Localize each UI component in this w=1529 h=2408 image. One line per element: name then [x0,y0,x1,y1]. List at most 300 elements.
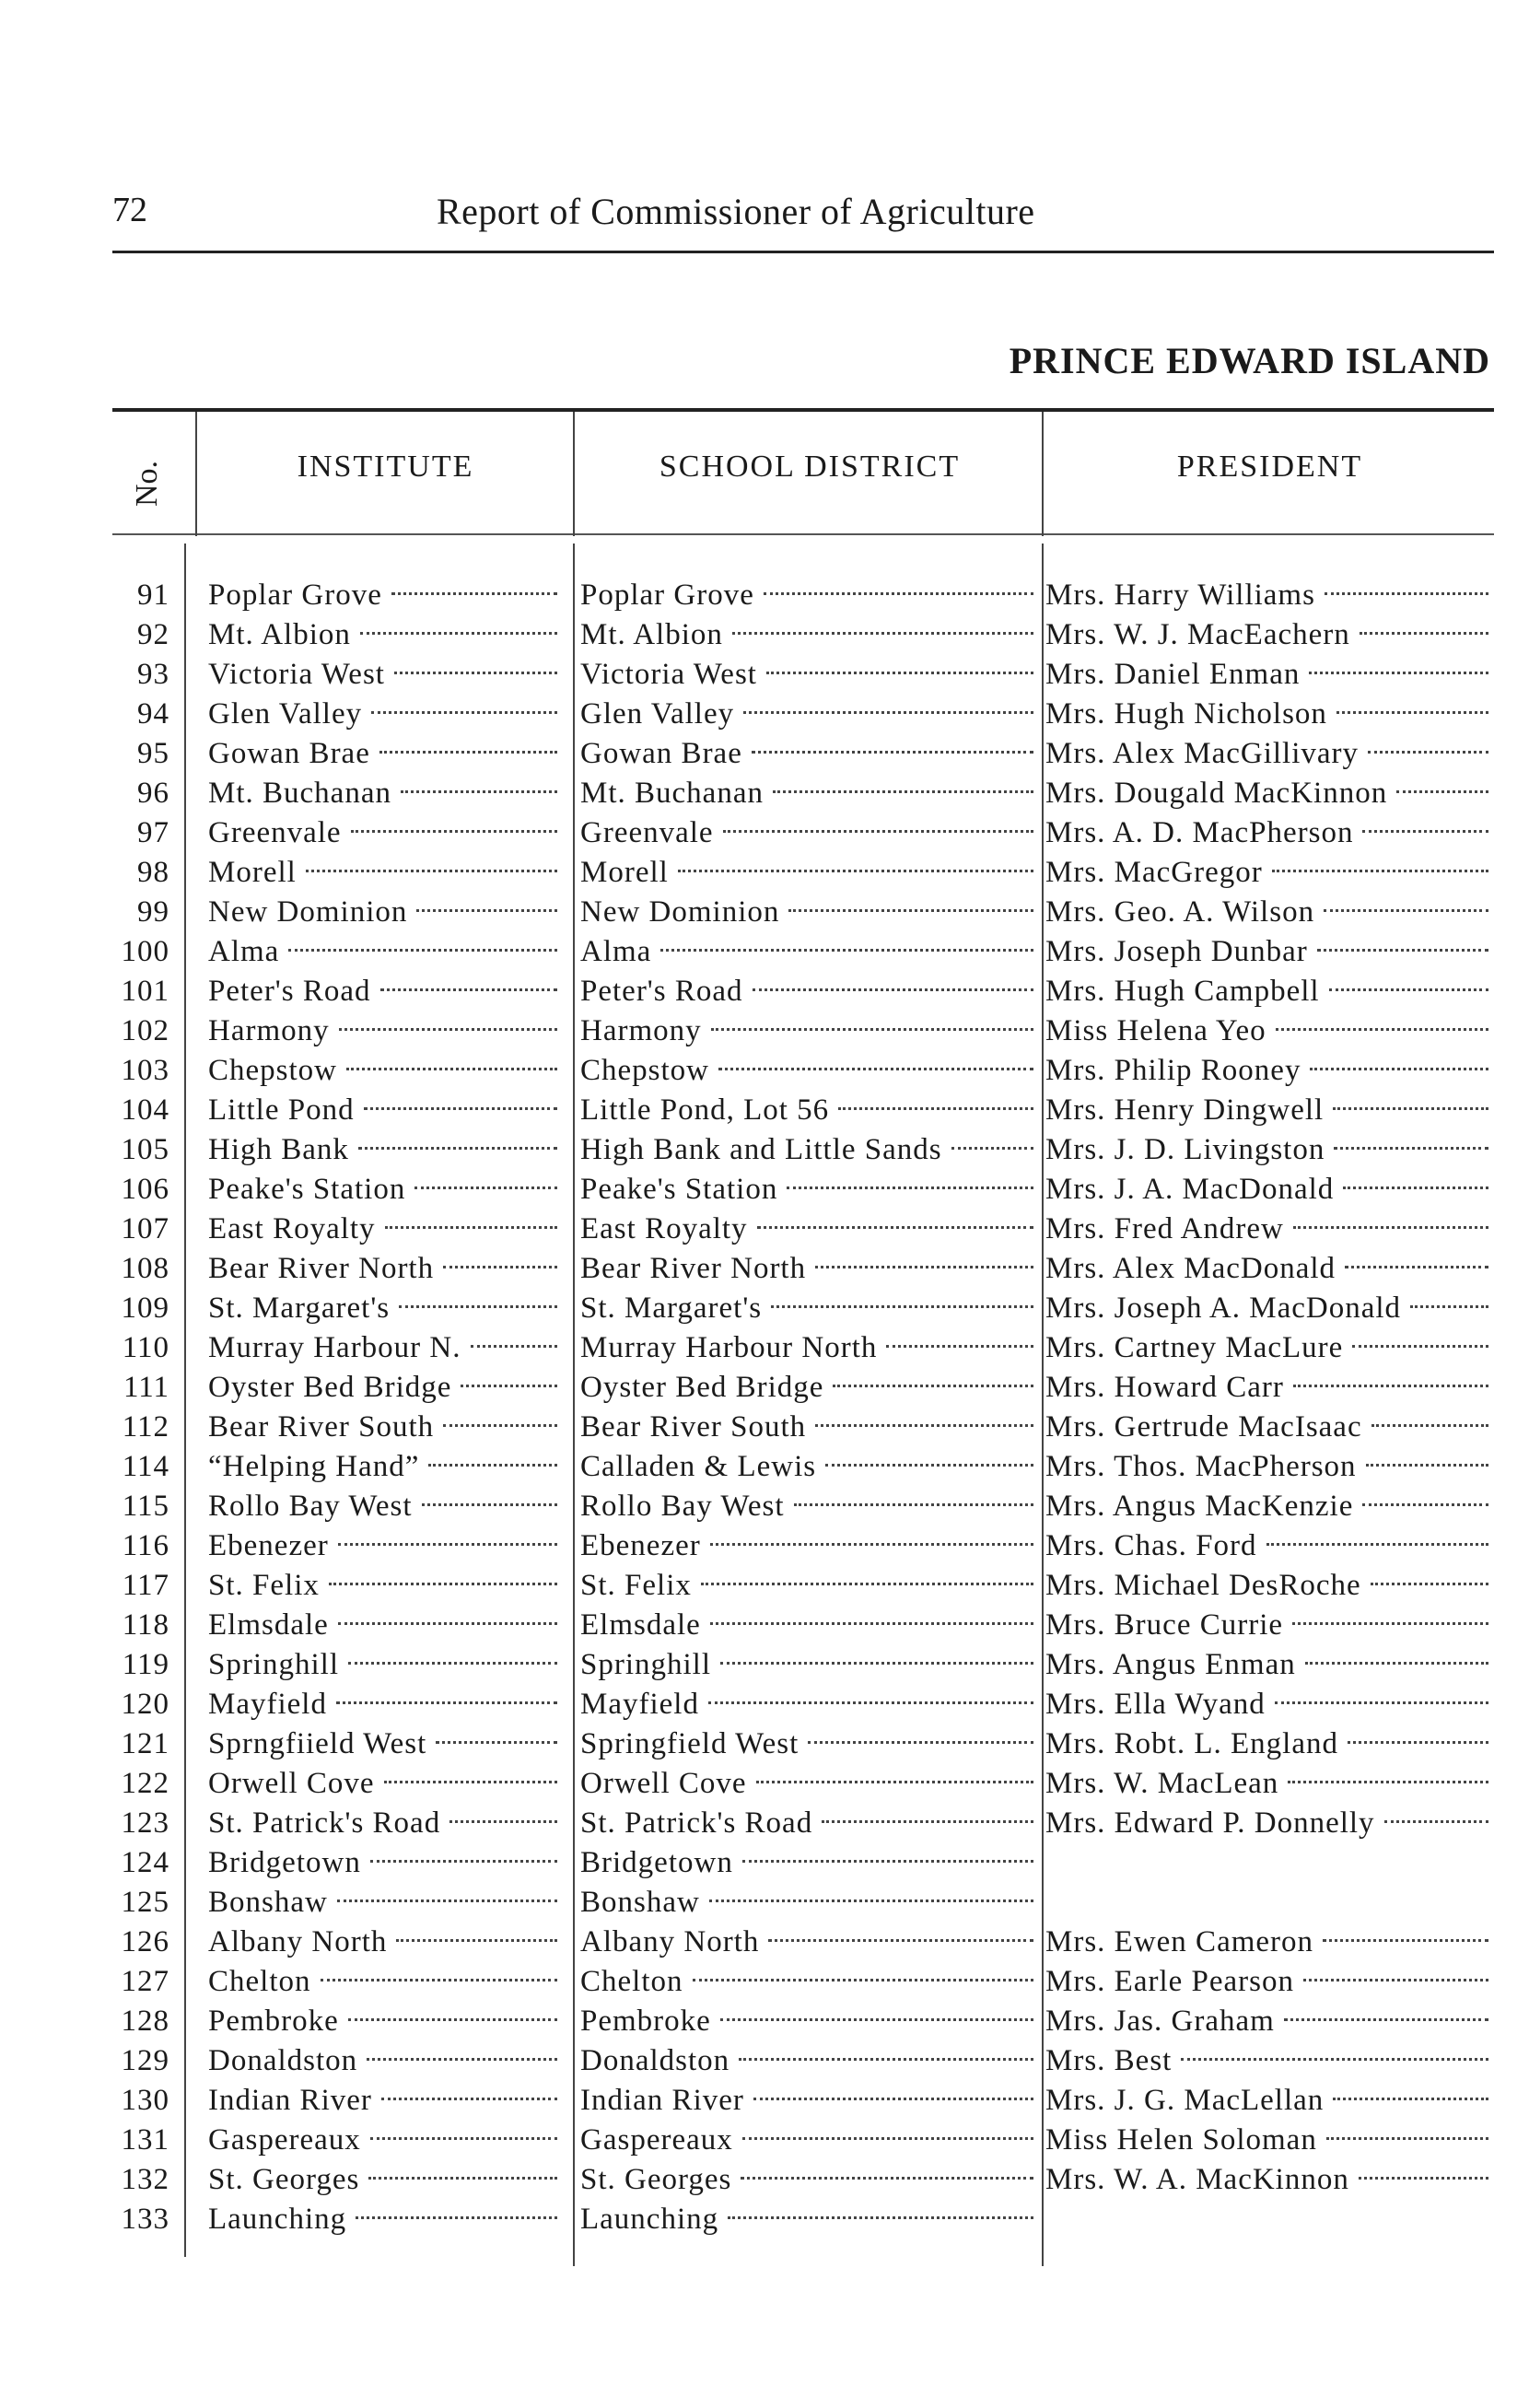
column-header-institute: INSTITUTE [297,450,474,484]
institute-name [208,1804,563,1843]
row-number: 101 [121,975,169,1008]
row-number: 100 [121,935,169,968]
school-district-name [580,655,1039,695]
dot-leader [710,1615,1033,1625]
institute-name-text: Chelton [208,1965,311,1998]
president-name-text: Mrs. Hugh Nicholson [1045,697,1327,731]
dot-leader [391,585,557,595]
institute-name-text: Mayfield [208,1688,327,1721]
dot-leader [1371,1575,1488,1585]
dot-leader [743,704,1033,714]
dot-leader [808,1734,1033,1744]
dot-leader [720,2011,1033,2021]
row-number: 131 [121,2123,169,2157]
institute-name [208,2002,563,2041]
president-name-text: Miss Helena Yeo [1045,1014,1266,1047]
school-district-name-text: Poplar Grove [580,579,754,612]
table-row [0,853,1529,893]
dot-leader [1326,2130,1488,2140]
dot-leader [356,2209,557,2219]
school-district-name [580,853,1039,893]
institute-name-text: Bridgetown [208,1846,361,1879]
president-name-text: Mrs. J. D. Livingston [1045,1133,1325,1166]
president-name [1045,1487,1494,1526]
dot-leader [771,1298,1033,1308]
dot-leader [371,704,557,714]
dot-leader [723,823,1033,833]
table-row [0,1566,1529,1606]
row-number: 92 [137,618,169,651]
president-name-text: Mrs. Jas. Graham [1045,2005,1275,2038]
dot-leader [471,1338,557,1348]
institute-name-text: Harmony [208,1014,330,1047]
row-number: 115 [122,1490,169,1523]
president-name [1045,1724,1494,1764]
dot-leader [951,1140,1033,1150]
institute-name-text: Bear River North [208,1252,435,1285]
institute-name-text: Indian River [208,2084,372,2117]
school-district-name [580,1645,1039,1685]
institute-name [208,1566,563,1606]
dot-leader [346,1060,557,1070]
table-row [0,813,1529,853]
president-name-text: Mrs. A. D. MacPherson [1045,816,1354,849]
dot-leader [385,1219,557,1229]
president-name [1045,655,1494,695]
president-name [1045,1210,1494,1249]
president-name-text: Mrs. Philip Rooney [1045,1054,1301,1087]
institute-name [208,615,563,655]
president-name-text: Mrs. Angus Enman [1045,1648,1296,1681]
school-district-name [580,1249,1039,1289]
school-district-name-text: St. Patrick's Road [580,1806,813,1840]
row-number: 129 [121,2044,169,2077]
institute-name [208,1210,563,1249]
institute-name [208,1724,563,1764]
dot-leader [1266,1536,1488,1546]
running-head [112,190,1494,245]
institute-name-text: Chepstow [208,1054,337,1087]
institute-name-text: Elmsdale [208,1608,329,1642]
table-row [0,1368,1529,1408]
institute-name [208,1487,563,1526]
row-number: 118 [122,1608,169,1642]
dot-leader [370,2130,557,2140]
president-name-text: Mrs. Alex MacGillivary [1045,737,1360,770]
page-number: 72 [112,191,147,229]
dot-leader [351,823,557,833]
institute-name-text: St. Georges [208,2163,360,2196]
institute-name-text: New Dominion [208,895,408,929]
dot-leader [379,743,557,754]
row-number: 105 [121,1133,169,1166]
dot-leader [753,2090,1033,2100]
president-name [1045,1170,1494,1210]
institute-name [208,2200,563,2239]
school-district-name [580,1011,1039,1051]
dot-leader [825,1456,1033,1467]
table-row [0,1447,1529,1487]
table-top-rule [112,408,1494,412]
dot-leader [443,1258,557,1268]
institute-name-text: St. Patrick's Road [208,1806,441,1840]
president-name-text: Miss Helen Soloman [1045,2123,1317,2157]
dot-leader [1276,1021,1488,1031]
row-number: 111 [123,1371,169,1404]
president-name [1045,1289,1494,1328]
president-name-text: Mrs. J. G. MacLellan [1045,2084,1325,2117]
dot-leader [753,981,1033,991]
table-row [0,1526,1529,1566]
institute-name-text: Pembroke [208,2005,339,2038]
table-row [0,1011,1529,1051]
row-number: 123 [121,1806,169,1840]
school-district-name-text: High Bank and Little Sands [580,1133,942,1166]
dot-leader [422,1496,557,1506]
institute-name [208,972,563,1011]
president-name [1045,2041,1494,2081]
president-name [1045,1962,1494,2002]
table-row [0,1091,1529,1130]
table-row [0,2081,1529,2121]
institute-name [208,576,563,615]
dot-leader [358,1140,557,1150]
table-row [0,1962,1529,2002]
institute-name-text: Gaspereaux [208,2123,361,2157]
school-district-name [580,1051,1039,1091]
dot-leader [838,1100,1033,1110]
president-name-text: Mrs. Ewen Cameron [1045,1925,1314,1958]
institute-name [208,1606,563,1645]
president-name [1045,1051,1494,1091]
president-name [1045,695,1494,734]
dot-leader [384,1773,557,1783]
school-district-name-text: Glen Valley [580,697,735,731]
column-header-president: PRESIDENT [1176,450,1363,484]
table-row [0,1645,1529,1685]
president-name [1045,932,1494,972]
dot-leader [787,1179,1033,1189]
institute-name [208,1170,563,1210]
column-header-school-district: SCHOOL DISTRICT [659,450,961,484]
dot-leader [886,1338,1033,1348]
school-district-name-text: Bear River South [580,1410,807,1444]
institute-name [208,1526,563,1566]
school-district-name [580,576,1039,615]
table-row [0,1606,1529,1645]
institute-name-text: Springhill [208,1648,340,1681]
institute-name-text: Little Pond [208,1093,355,1127]
dot-leader [739,2051,1033,2061]
president-name [1045,1645,1494,1685]
dot-leader [693,1971,1034,1981]
president-name [1045,1091,1494,1130]
president-name [1045,1130,1494,1170]
president-name [1045,1804,1494,1843]
president-name [1045,774,1494,813]
row-number: 120 [121,1688,169,1721]
dot-leader [1305,1654,1488,1665]
president-name [1045,576,1494,615]
row-number: 107 [121,1212,169,1245]
row-number: 91 [137,579,169,612]
dot-leader [1293,1219,1488,1229]
table-row [0,1249,1529,1289]
row-number: 114 [122,1450,169,1483]
table-row [0,2200,1529,2239]
row-number: 130 [121,2084,169,2117]
president-name-text: Mrs. Hugh Campbell [1045,975,1320,1008]
dot-leader [436,1734,557,1744]
school-district-name-text: Indian River [580,2084,744,2117]
row-number: 94 [137,697,169,731]
school-district-name-text: Alma [580,935,652,968]
president-name-text: Mrs. MacGregor [1045,856,1263,889]
president-name [1045,813,1494,853]
dot-leader [728,2209,1033,2219]
dot-leader [1362,823,1488,833]
institute-name-text: Orwell Cove [208,1767,375,1800]
president-name [1045,853,1494,893]
school-district-name-text: Bear River North [580,1252,807,1285]
dot-leader [1343,1179,1488,1189]
dot-leader [815,1258,1033,1268]
school-district-name-text: Chepstow [580,1054,709,1087]
school-district-name [580,1526,1039,1566]
dot-leader [338,1615,557,1625]
table-row [0,2041,1529,2081]
institute-name [208,1883,563,1923]
institute-name-text: Mt. Albion [208,618,351,651]
header-rule [112,251,1494,253]
dot-leader [741,2169,1033,2180]
row-number: 95 [137,737,169,770]
dot-leader [339,1021,557,1031]
dot-leader [428,1456,557,1467]
dot-leader [381,2090,557,2100]
dot-leader [756,1773,1033,1783]
president-name-text: Mrs. W. J. MacEachern [1045,618,1350,651]
president-name-text: Mrs. Joseph Dunbar [1045,935,1308,968]
dot-leader [710,1536,1033,1546]
institute-name-text: Greenvale [208,816,342,849]
institute-name-text: Donaldston [208,2044,358,2077]
dot-leader [1310,1060,1488,1070]
dot-leader [1336,704,1488,714]
dot-leader [416,902,557,912]
dot-leader [833,1377,1033,1387]
president-name [1045,1764,1494,1804]
dot-leader [1410,1298,1488,1308]
dot-leader [1317,941,1488,952]
dot-leader [1366,1456,1488,1467]
table-row [0,576,1529,615]
table-row [0,1170,1529,1210]
dot-leader [742,2130,1033,2140]
dot-leader [1288,1773,1488,1783]
school-district-name [580,1091,1039,1130]
row-number: 116 [122,1529,169,1562]
institute-name [208,932,563,972]
school-district-name [580,932,1039,972]
president-name-text: Mrs. Michael DesRoche [1045,1569,1361,1602]
table-row [0,1487,1529,1526]
dot-leader [360,625,557,635]
table-row [0,932,1529,972]
dot-leader [396,1932,557,1942]
dot-leader [711,1021,1033,1031]
school-district-name-text: Bridgetown [580,1846,733,1879]
president-name-text: Mrs. Chas. Ford [1045,1529,1257,1562]
school-district-name-text: Bonshaw [580,1886,700,1919]
institute-name-text: Peake's Station [208,1173,406,1206]
president-name [1045,1526,1494,1566]
dot-leader [306,862,557,872]
institute-name-text: Peter's Road [208,975,371,1008]
column-header-no [120,451,175,516]
president-name [1045,1447,1494,1487]
school-district-name-text: New Dominion [580,895,780,929]
school-district-name-text: Elmsdale [580,1608,701,1642]
school-district-name [580,774,1039,813]
school-district-name [580,1566,1039,1606]
school-district-name-text: Peake's Station [580,1173,778,1206]
president-name [1045,972,1494,1011]
dot-leader [1360,625,1488,635]
school-district-name [580,1804,1039,1843]
school-district-name [580,2081,1039,2121]
school-district-name [580,1328,1039,1368]
table-row [0,1328,1529,1368]
dot-leader [768,1932,1033,1942]
institute-name [208,1962,563,2002]
row-number: 93 [137,658,169,691]
school-district-name [580,1210,1039,1249]
table-row [0,655,1529,695]
institute-name-text: Sprngfiield West [208,1727,427,1760]
institute-name [208,1447,563,1487]
dot-leader [1325,585,1488,595]
school-district-name [580,1368,1039,1408]
dot-leader [401,783,557,793]
dot-leader [701,1575,1033,1585]
row-number: 126 [121,1925,169,1958]
table-row [0,1210,1529,1249]
institute-name [208,1923,563,1962]
president-name [1045,1685,1494,1724]
president-name-text: Mrs. Best [1045,2044,1173,2077]
table-header-rule [112,533,1494,535]
dot-leader [1396,783,1488,793]
institute-name-text: Rollo Bay West [208,1490,413,1523]
dot-leader [708,1694,1033,1704]
row-number: 132 [121,2163,169,2196]
school-district-name-text: Springhill [580,1648,712,1681]
institute-name [208,1645,563,1685]
institute-name-text: Bear River South [208,1410,435,1444]
president-name-text: Mrs. W. MacLean [1045,1767,1279,1800]
institute-name-text: Oyster Bed Bridge [208,1371,452,1404]
school-district-name [580,1724,1039,1764]
dot-leader [338,1536,557,1546]
school-district-name-text: Harmony [580,1014,702,1047]
school-district-name-text: Morell [580,856,669,889]
table-body [0,576,1529,2239]
school-district-name [580,2002,1039,2041]
school-district-name-text: Donaldston [580,2044,730,2077]
dot-leader [1333,1100,1488,1110]
president-name-text: Mrs. Henry Dingwell [1045,1093,1325,1127]
school-district-name-text: Greenvale [580,816,714,849]
row-number: 98 [137,856,169,889]
dot-leader [370,1853,557,1863]
president-name-text: Mrs. Thos. MacPherson [1045,1450,1357,1483]
institute-name [208,695,563,734]
column-divider [1042,412,1044,536]
school-district-name-text: Murray Harbour North [580,1331,878,1364]
school-district-name-text: St. Georges [580,2163,732,2196]
school-district-name-text: Springfield West [580,1727,800,1760]
school-district-name [580,695,1039,734]
institute-name [208,1843,563,1883]
dot-leader [288,941,557,952]
table-row [0,695,1529,734]
president-name [1045,1249,1494,1289]
institute-name [208,2041,563,2081]
dot-leader [732,625,1033,635]
dot-leader [414,1179,557,1189]
row-number: 127 [121,1965,169,1998]
president-name [1045,615,1494,655]
dot-leader [336,1694,557,1704]
school-district-name-text: Pembroke [580,2005,711,2038]
row-number: 103 [121,1054,169,1087]
institute-name-text: Glen Valley [208,697,363,731]
table-row [0,734,1529,774]
dot-leader [1272,862,1488,872]
dot-leader [321,1971,558,1981]
dot-leader [1323,1932,1488,1942]
school-district-name-text: Little Pond, Lot 56 [580,1093,830,1127]
dot-leader [720,1654,1033,1665]
dot-leader [1303,1971,1488,1981]
dot-leader [368,2169,557,2180]
row-number: 108 [121,1252,169,1285]
table-row [0,1685,1529,1724]
president-name-text: Mrs. W. A. MacKinnon [1045,2163,1349,2196]
president-name [1045,2002,1494,2041]
institute-name-text: Mt. Buchanan [208,777,391,810]
institute-name [208,2160,563,2200]
school-district-name [580,1962,1039,2002]
institute-name-text: Ebenezer [208,1529,329,1562]
row-number: 104 [121,1093,169,1127]
row-number: 112 [122,1410,169,1444]
school-district-name [580,1606,1039,1645]
president-name-text: Mrs. Fred Andrew [1045,1212,1284,1245]
president-name-text: Mrs. Edward P. Donnelly [1045,1806,1375,1840]
row-number: 109 [121,1292,169,1325]
row-number: 99 [137,895,169,929]
school-district-name-text: Chelton [580,1965,683,1998]
president-name [1045,2160,1494,2200]
row-number: 102 [121,1014,169,1047]
row-number: 110 [122,1331,169,1364]
institute-name [208,1091,563,1130]
dot-leader [1181,2051,1488,2061]
school-district-name [580,1170,1039,1210]
school-district-name [580,2200,1039,2239]
